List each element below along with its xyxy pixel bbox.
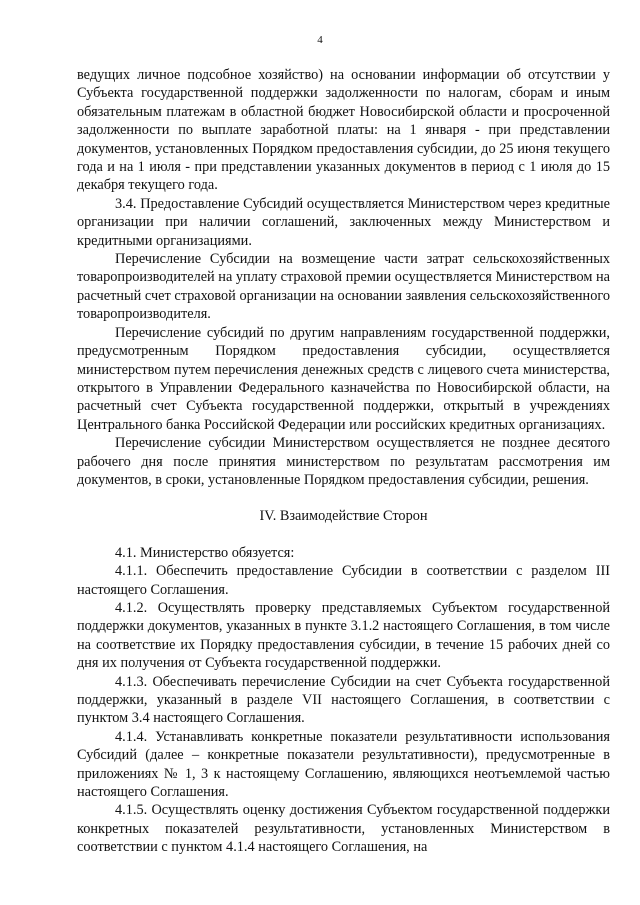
page-number: 4 xyxy=(317,34,323,46)
paragraph-4-1: 4.1. Министерство обязуется: xyxy=(115,544,295,561)
paragraph-other-subsidies: Перечисление субсидий по другим направлениям государственной поддержки, предусмотренным Порядком предоставления субсидии, осуществляется министерством путем перечисления денежных средств с лицевого счета министерства, открытого в Управлении Федерального казначейства по Новосибирской области, на расчетный счет Субъекта государственной поддержки, открытый в учреждениях Центрального банка Российской Федерации или российских кредитных организациях. xyxy=(77,324,610,433)
document-body xyxy=(77,66,610,857)
paragraph-3-4: 3.4. Предоставление Субсидий осуществляется Министерством через кредитные организации при наличии соглашений, заключенных между Министерством и кредитными организациями. xyxy=(77,195,610,249)
paragraph-transfer-deadline: Перечисление субсидии Министерством осуществляется не позднее десятого рабочего дня после принятия министерством по результатам рассмотрения им документов, в сроки, установленные Порядком предоставления субсидии, решения. xyxy=(77,435,610,488)
paragraph-continuation: ведущих личное подсобное хозяйство) на основании информации об отсутствии у Субъекта государственной поддержки задолженности по налогам, сборам и иным обязательным платежам в областной бюджет Новосибирской области и просроченной задолженности по выплате заработной платы: на 1 января - при представлении документов, установленных Порядком предоставления субсидии, до 25 июня текущего года и на 1 июля - при представлении указанных документов в период с 1 июля до 15 декабря текущего года. xyxy=(77,67,610,194)
paragraph-4-1-4: 4.1.4. Устанавливать конкретные показатели результативности использования Субсидий (далее – конкретные показатели результативности), предусмотренные в приложениях № 1, 3 к настоящему Соглашению, являющихся неотъемлемой частью настоящего Соглашения. xyxy=(77,728,610,801)
paragraph-4-1-1: 4.1.1. Обеспечить предоставление Субсидии в соответствии с разделом III настоящего Соглашения. xyxy=(77,563,610,598)
section-heading: IV. Взаимодействие Сторон xyxy=(259,508,428,525)
paragraph-4-1-2: 4.1.2. Осуществлять проверку представляемых Субъектом государственной поддержки документов, указанных в пункте 3.1.2 настоящего Соглашения, в том числе на соответствие их Порядку предоставления субсидии, в течение 15 рабочих дней со дня их получения от Субъекта государственной поддержки. xyxy=(77,599,610,672)
paragraph-4-1-3: 4.1.3. Обеспечивать перечисление Субсидии на счет Субъекта государственной поддержки, указанный в разделе VII настоящего Соглашения, в соответствии с пунктом 3.4 настоящего Соглашения. xyxy=(77,673,610,727)
paragraph-insurance-transfer: Перечисление Субсидии на возмещение части затрат сельскохозяйственных товаропроизводителей на уплату страховой премии осуществляется Министерством на расчетный счет страховой организации на основании заявления сельскохозяйственного товаропроизводителя. xyxy=(77,251,610,323)
paragraph-4-1-5: 4.1.5. Осуществлять оценку достижения Субъектом государственной поддержки конкретных показателей результативности, установленных Министерством в соответствии с пунктом 4.1.4 настоящего Соглашения, на xyxy=(77,802,610,856)
